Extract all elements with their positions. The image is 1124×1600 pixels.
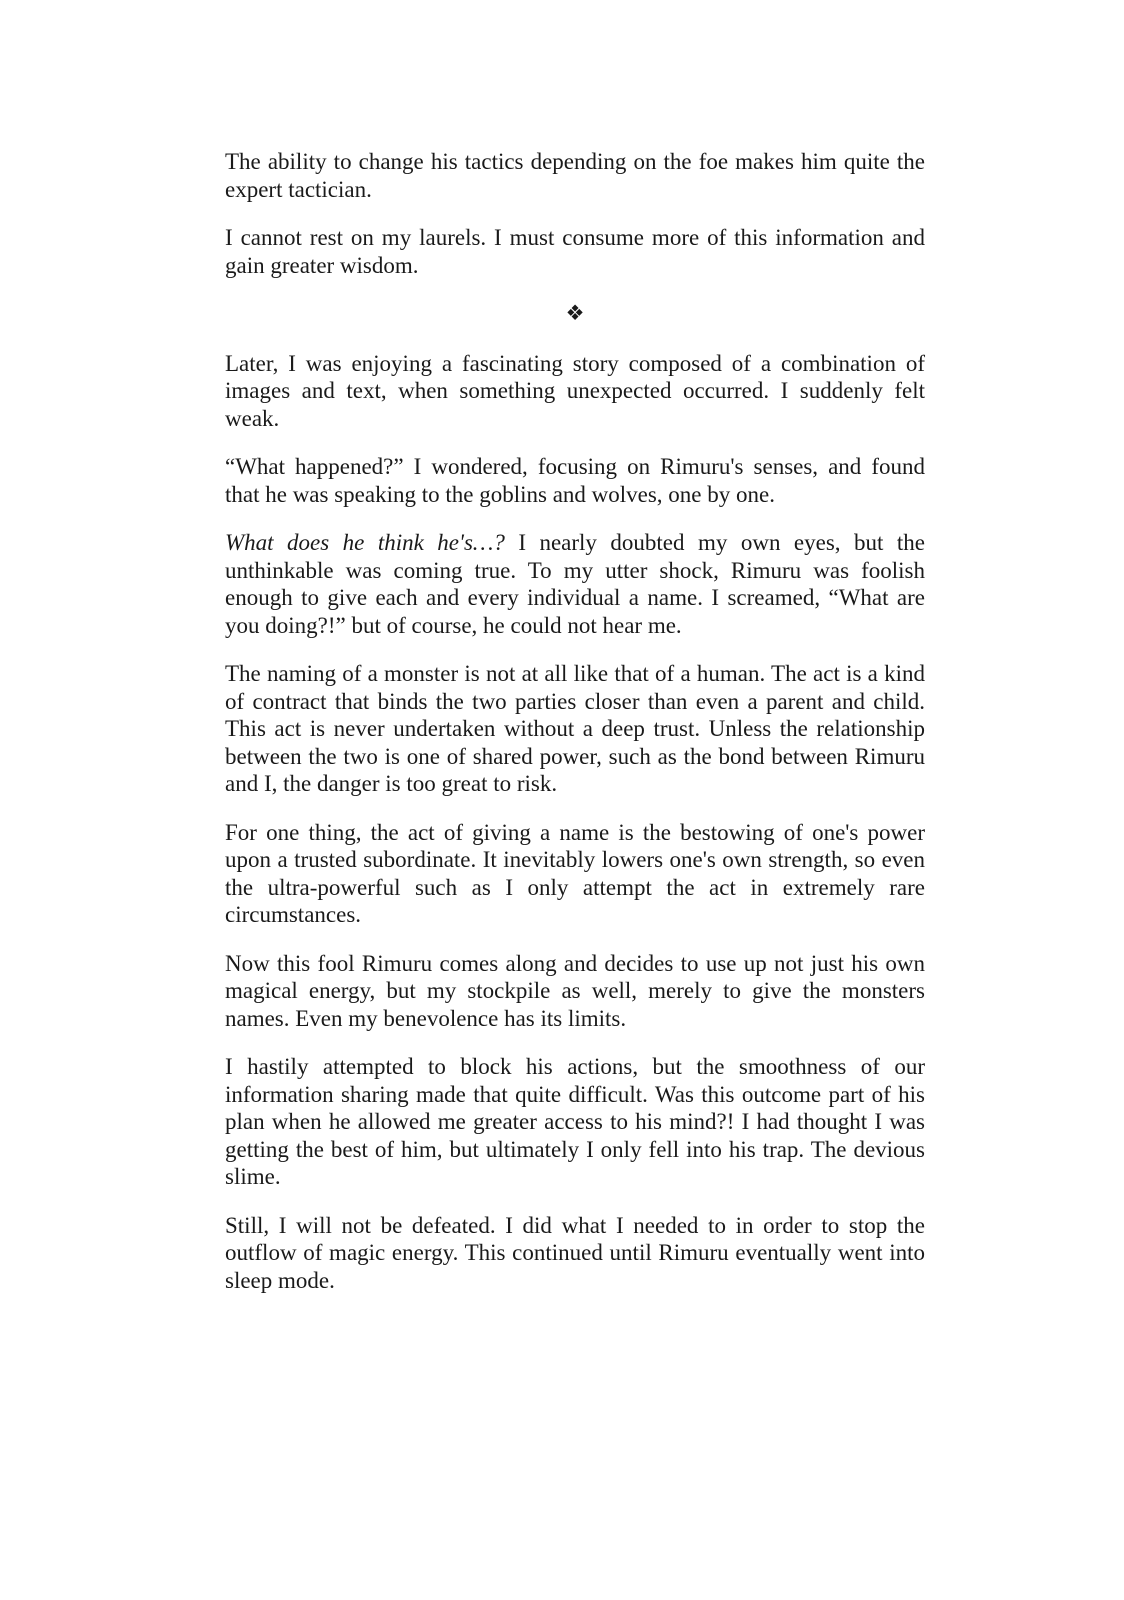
text-block xyxy=(225,148,925,1294)
paragraph-3: Later, I was enjoying a fascinating story composed of a combination of images and text, when something unexpected occurred. I suddenly felt weak. xyxy=(225,350,925,431)
paragraph-5 xyxy=(225,529,925,639)
paragraph-5-text: I nearly doubted my own eyes, but the unthinkable was coming true. To my utter shock, Rimuru was foolish enough to give each and every individual a name. I screamed, “What are you doing?!” but of course, he could not hear me. xyxy=(225,530,925,638)
italic-thought-text: What does he think he's…? xyxy=(225,530,505,555)
paragraph-10: Still, I will not be defeated. I did what I needed to in order to stop the outflow of magic energy. This continued until Rimuru eventually went into sleep mode. xyxy=(225,1212,925,1293)
paragraph-9: I hastily attempted to block his actions, but the smoothness of our information sharing made that quite difficult. Was this outcome part of his plan when he allowed me greater access to his mind?! I had thought I was getting the best of him, but ultimately I only fell into his trap. The devious slime. xyxy=(225,1054,925,1189)
paragraph-7: For one thing, the act of giving a name is the bestowing of one's power upon a trusted subordinate. It inevitably lowers one's own strength, so even the ultra-powerful such as I only attempt the act in extremely rare circumstances. xyxy=(225,819,925,927)
paragraph-8: Now this fool Rimuru comes along and decides to use up not just his own magical energy, but my stockpile as well, merely to give the monsters names. Even my benevolence has its limits. xyxy=(225,950,925,1031)
section-separator xyxy=(225,300,925,328)
paragraph-6: The naming of a monster is not at all like that of a human. The act is a kind of contract that binds the two parties closer than even a parent and child. This act is never undertaken without a deep trust. Unless the relationship between the two is one of shared power, such as the bond between Rimuru and I, the danger is too great to risk. xyxy=(225,661,925,796)
paragraph-1: The ability to change his tactics depending on the foe makes him quite the expert tactician. xyxy=(225,149,925,202)
diamond-separator-icon: ❖ xyxy=(565,301,585,325)
paragraph-4: “What happened?” I wondered, focusing on Rimuru's senses, and found that he was speaking to the goblins and wolves, one by one. xyxy=(225,454,925,507)
paragraph-2: I cannot rest on my laurels. I must consume more of this information and gain greater wisdom. xyxy=(225,225,925,278)
